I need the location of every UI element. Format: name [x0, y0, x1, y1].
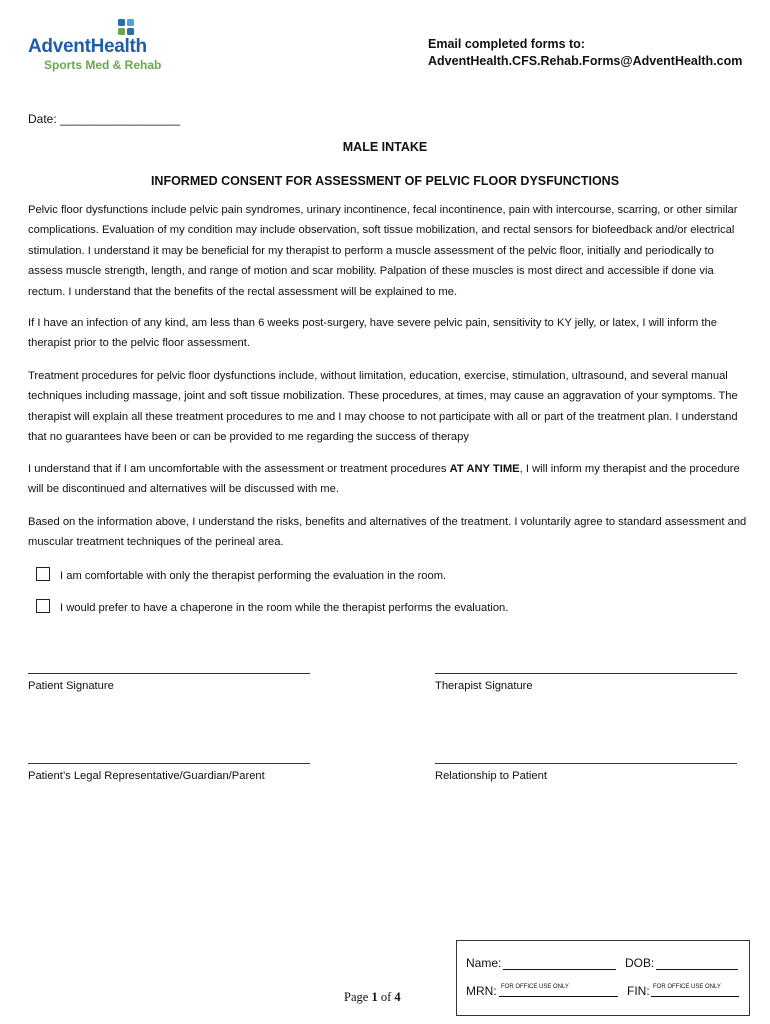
- page-of-word: of: [380, 990, 392, 1004]
- checkbox-label-chaperone: I would prefer to have a chaperone in the room while the therapist performs the evaluation.: [60, 602, 509, 614]
- checkbox-label-therapist-only: I am comfortable with only the therapist performing the evaluation in the room.: [60, 570, 447, 582]
- email-address: AdventHealth.CFS.Rehab.Forms@AdventHealth.com: [428, 54, 743, 68]
- therapist-signature-label: Therapist Signature: [435, 680, 533, 692]
- logo-subtitle: Sports Med & Rehab: [44, 58, 162, 72]
- p4-text-b: , I will inform my therapist and the procedure will be discontinued and alternatives will be discussed with me.: [28, 463, 740, 496]
- patient-signature-label: Patient Signature: [28, 680, 114, 692]
- representative-signature-line[interactable]: [28, 763, 310, 764]
- relationship-label: Relationship to Patient: [435, 770, 547, 782]
- office-use-box: [456, 940, 750, 1016]
- logo-mark-icon: [116, 18, 136, 38]
- checkbox-therapist-only[interactable]: [36, 567, 50, 581]
- checkbox-row-therapist-only[interactable]: [36, 567, 446, 582]
- email-instructions: [428, 36, 742, 70]
- paragraph-treatment: Treatment procedures for pelvic floor dysfunctions include, without limitation, education, exercise, stimulation, ultrasound, and several manual techniques including massage, joint and soft tissue mobilization. These procedures, at times, may cause an aggravation of your symptoms. The therapist will explain all these treatment procedures to me and I may choose to not participate with all or part of the treatment plan. I understand that no guarantees have been or can be provided to me regarding the success of therapy: [28, 370, 738, 444]
- relationship-line[interactable]: [435, 763, 737, 764]
- representative-signature-label: Patient’s Legal Representative/Guardian/Parent: [28, 770, 265, 782]
- paragraph-conditions: Pelvic floor dysfunctions include pelvic pain syndromes, urinary incontinence, fecal incontinence, pain with intercourse, scarring, or other similar complications. Evaluation of my condition may include observation, soft tissue mobilization, and rectal sensors for biofeedback and/or electrical stimulation. I understand it may be beneficial for my therapist to perform a muscle assessment of the pelvic floor, initially and periodically to assess muscle strength, length, and range of motion and scar mobility. Palpation of these muscles is most direct and accessible if done via rectum. I understand that the benefits of the rectal assessment will be explained to me.: [28, 204, 738, 298]
- email-label: Email completed forms to:: [428, 37, 585, 51]
- fin-office-note: FOR OFFICE USE ONLY: [653, 984, 721, 990]
- fin-field[interactable]: [651, 996, 739, 997]
- date-field[interactable]: [28, 112, 180, 126]
- logo-name: AdventHealth: [28, 36, 147, 57]
- page-indicator: [344, 990, 401, 1005]
- mrn-field[interactable]: [499, 996, 618, 997]
- name-label: Name:: [466, 956, 502, 970]
- mrn-label: MRN:: [466, 984, 497, 998]
- patient-signature-line[interactable]: [28, 673, 310, 674]
- date-blank: __________________: [60, 112, 181, 126]
- page-total: 4: [394, 990, 401, 1004]
- form-title: MALE INTAKE: [342, 140, 428, 154]
- paragraph-infection: If I have an infection of any kind, am less than 6 weeks post-surgery, have severe pelvic pain, sensitivity to KY jelly, or latex, I will inform the therapist prior to the pelvic floor assessment.: [28, 317, 717, 350]
- mrn-office-note: FOR OFFICE USE ONLY: [501, 984, 569, 990]
- paragraph-any-time: [28, 459, 750, 500]
- checkbox-chaperone[interactable]: [36, 599, 50, 613]
- fin-label: FIN:: [627, 984, 650, 998]
- date-label: Date:: [28, 112, 57, 126]
- page-current: 1: [371, 990, 378, 1004]
- p4-text-a: I understand that if I am uncomfortable with the assessment or treatment procedures: [28, 463, 450, 475]
- p4-emphasis: AT ANY TIME: [449, 463, 520, 475]
- adventhealth-logo: [28, 18, 168, 74]
- form-subtitle: INFORMED CONSENT FOR ASSESSMENT OF PELVIC FLOOR DYSFUNCTIONS: [150, 174, 620, 188]
- page-word: Page: [344, 990, 369, 1004]
- dob-label: DOB:: [625, 956, 655, 970]
- paragraph-agreement: Based on the information above, I understand the risks, benefits and alternatives of the treatment. I voluntarily agree to standard assessment and muscular treatment techniques of the perineal area.: [28, 516, 747, 549]
- checkbox-row-chaperone[interactable]: [36, 599, 508, 614]
- name-field[interactable]: [503, 969, 616, 970]
- therapist-signature-line[interactable]: [435, 673, 737, 674]
- dob-field[interactable]: [656, 969, 738, 970]
